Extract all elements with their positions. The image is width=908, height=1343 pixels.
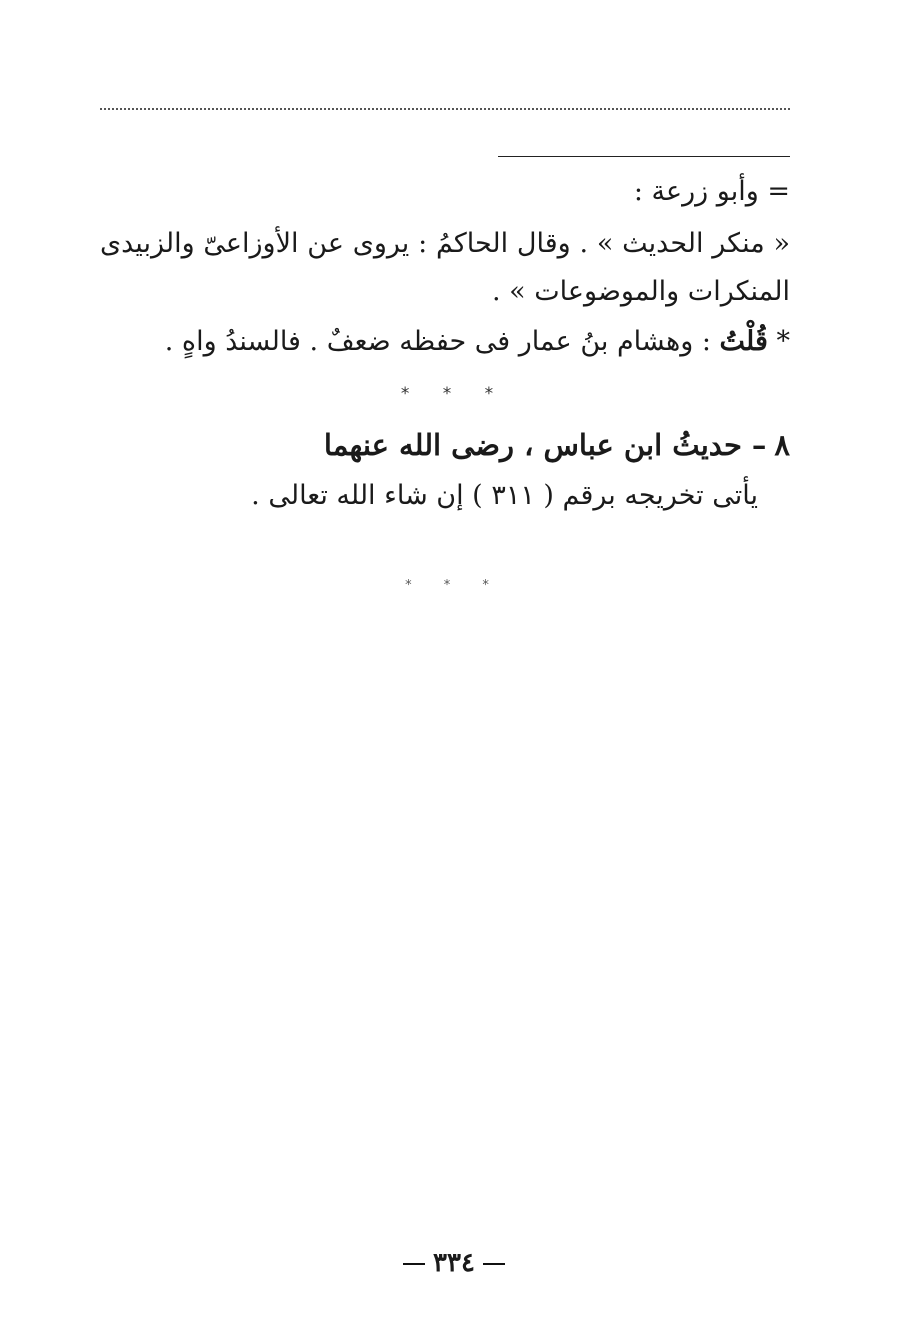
hadith-title: حديثُ ابن عباس ، رضى الله عنهما (323, 428, 742, 462)
page-number-dash-right (483, 1263, 505, 1265)
section-separator-bottom: * * * (405, 578, 503, 593)
comment-text: : وهشام بنُ عمار فى حفظه ضعفٌ . فالسندُ واهٍ . (164, 326, 711, 357)
section-separator-top: * * * (400, 384, 508, 404)
hadith-dash: – (751, 428, 767, 462)
footnote-line-1: = وأبو زرعة : (633, 176, 790, 207)
hadith-heading (324, 424, 790, 466)
footnote-line-3: المنكرات والموضوعات » . (491, 276, 790, 307)
hadith-number: ٨ (774, 428, 790, 462)
header-dotted-rule (100, 108, 790, 110)
page-number-value: ٣٣٤ (433, 1248, 475, 1278)
footnote-line-2: « منكر الحديث » . وقال الحاكمُ : يروى عن الأوزاعىّ والزبيدى (100, 228, 790, 259)
hadith-body: يأتى تخريجه برقم ( ٣١١ ) إن شاء الله تعالى . (251, 480, 758, 511)
comment-line (165, 322, 790, 362)
page-number (0, 1248, 908, 1278)
footnote-separator-rule (498, 156, 790, 157)
comment-label: قُلْتُ (719, 326, 768, 357)
asterisk-marker: * (776, 326, 790, 357)
page-number-dash-left (403, 1263, 425, 1265)
